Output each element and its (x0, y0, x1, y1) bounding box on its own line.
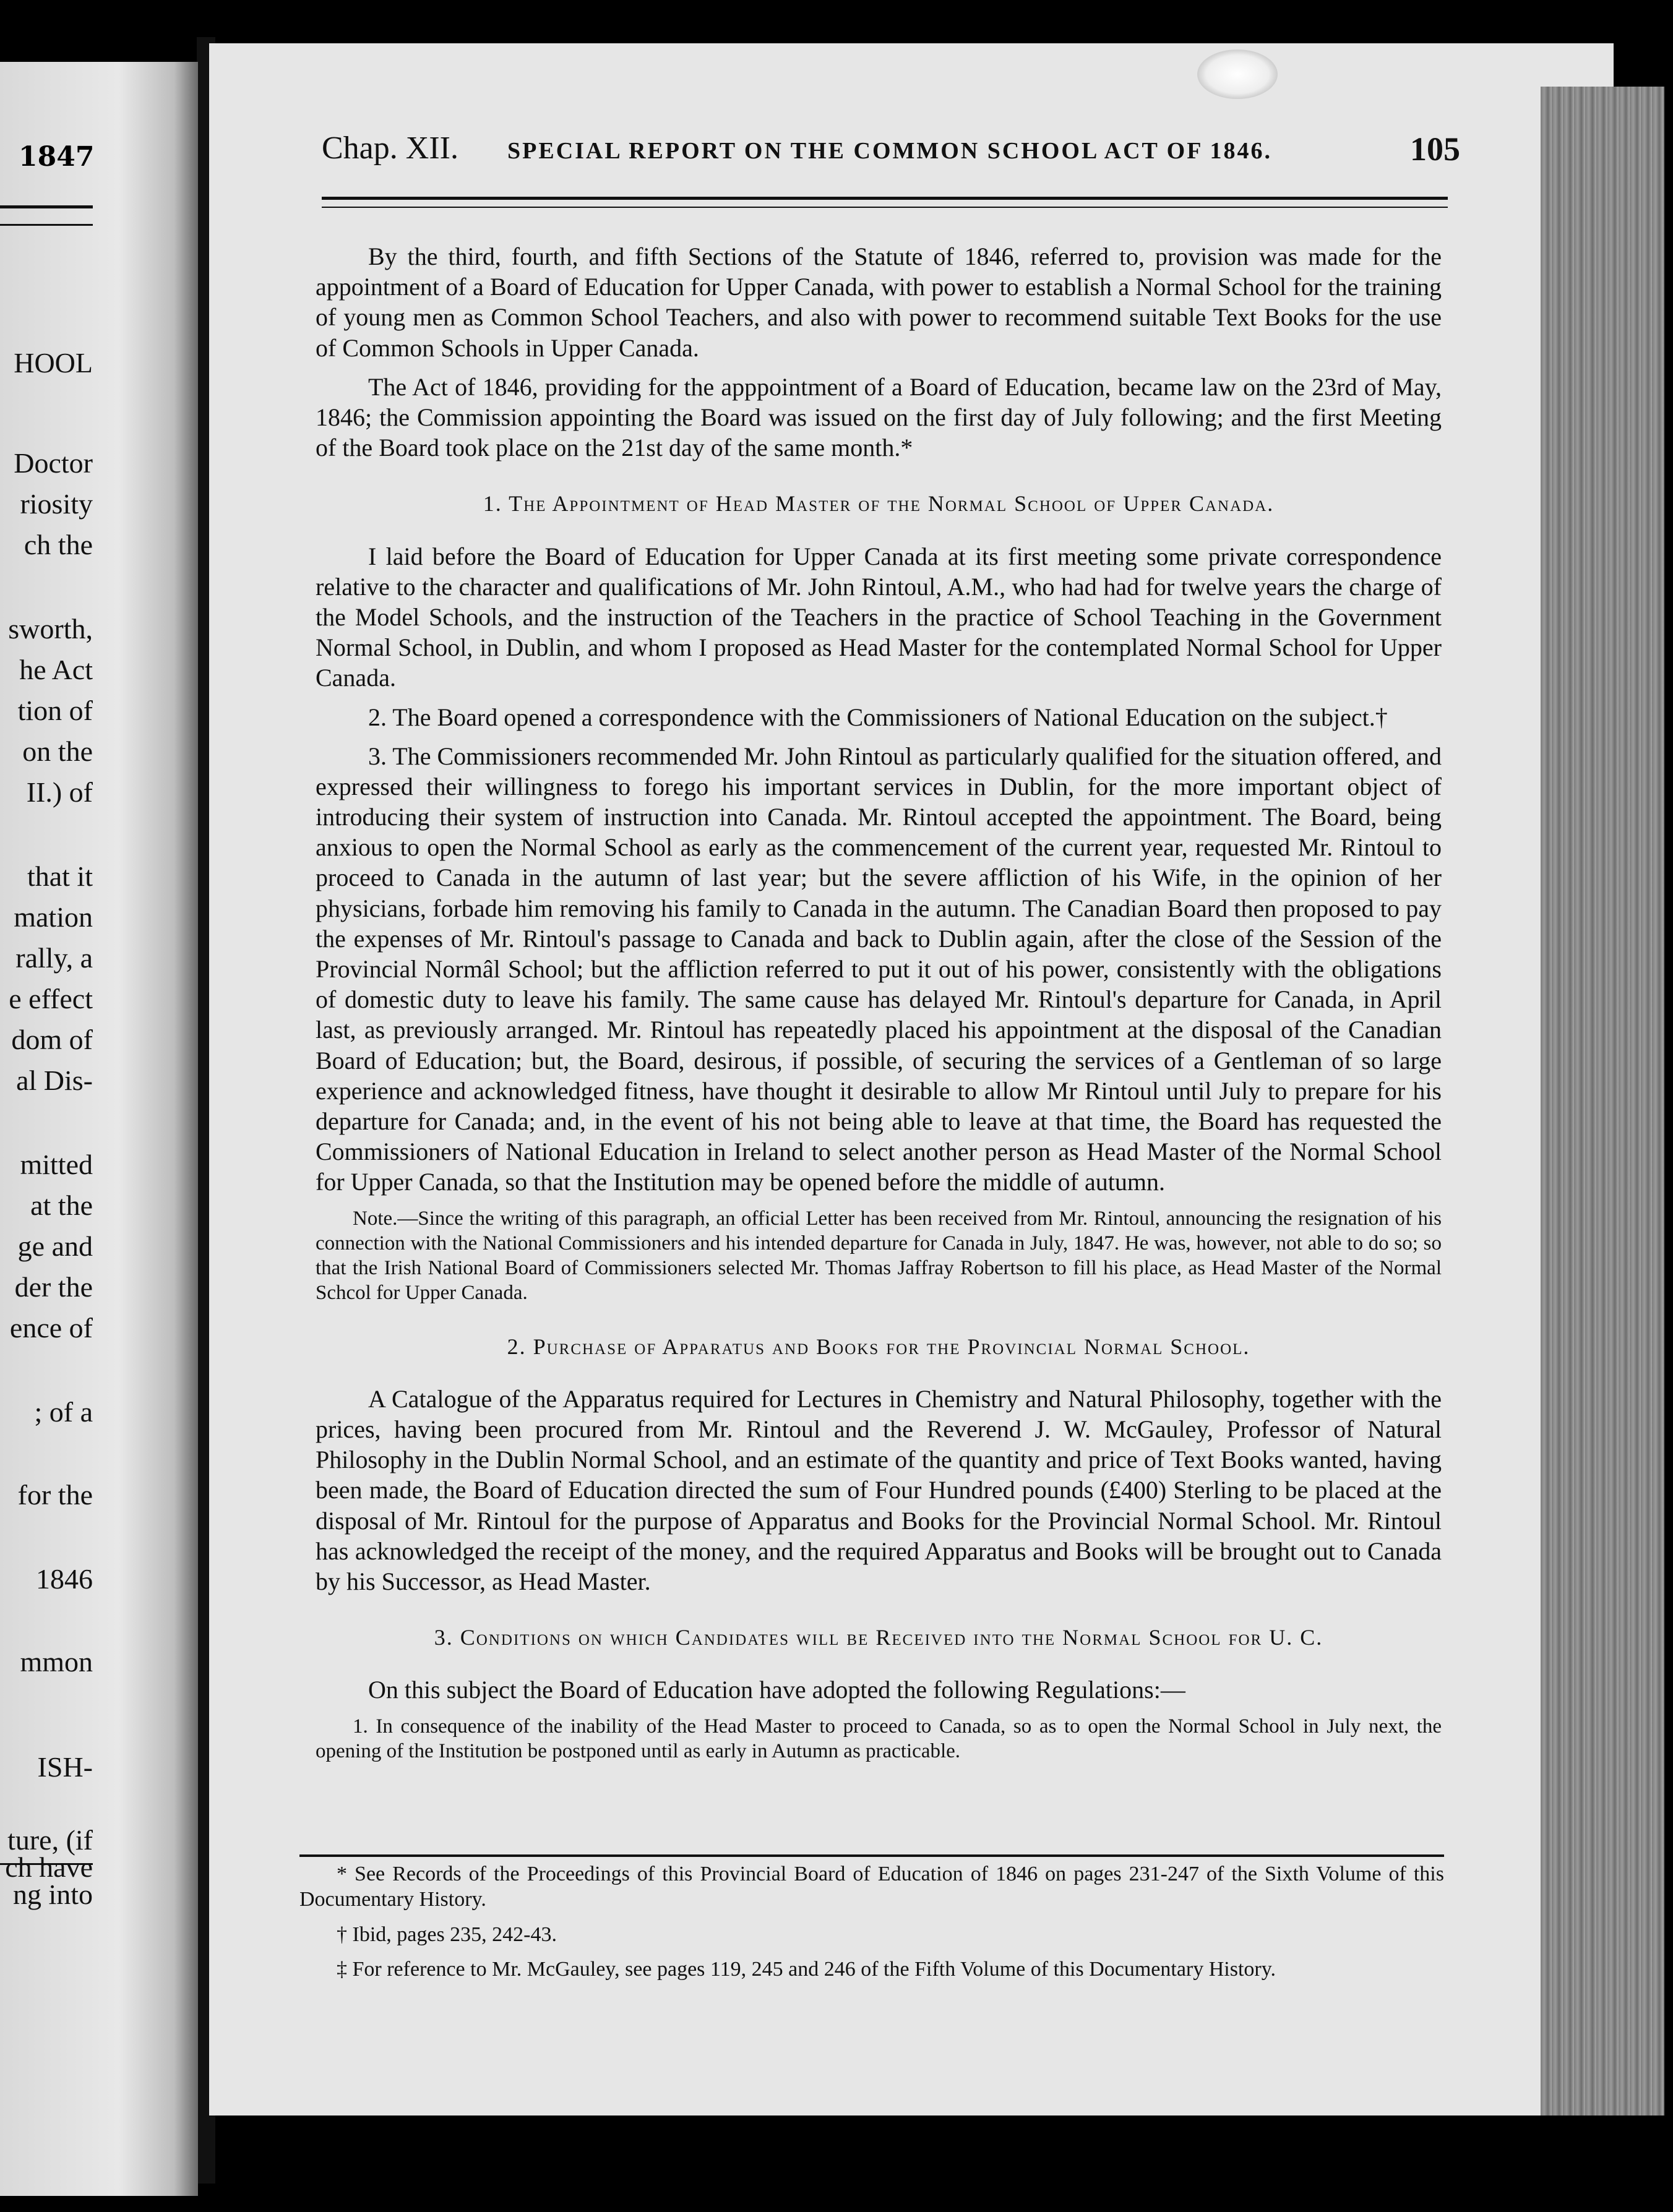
left-page-line-fragment: on the (22, 735, 93, 767)
left-page-line-fragment: rally, a (15, 942, 93, 974)
left-page-line-fragment: ng into (12, 1879, 93, 1910)
left-page-line-fragment: e effect (9, 983, 93, 1014)
left-page-line-fragment: Doctor (14, 447, 93, 479)
paragraph: 2. The Board opened a correspondence with the Commissioners of National Education on the subject.† (368, 703, 1388, 731)
left-page-line-fragment: HOOL (14, 347, 93, 379)
left-page-fragment (0, 62, 198, 2196)
left-page-line-fragment: tion of (17, 695, 93, 726)
paragraph: I laid before the Board of Education for Upper Canada at its first meeting some private correspondence relative to the character and qualifications of Mr. John Rintoul, A.M., who had had for twelve years the charge of the Model Schools, and the instruction of the Teachers in the practice of School Teaching in the Government Normal School, in Dublin, and whom I proposed as Head Master for the contemplated Normal School for Upper Canada. (316, 542, 1442, 692)
left-page-line-fragment: that it (27, 860, 93, 892)
library-stamp (1197, 49, 1278, 99)
left-page-line-fragment: ; of a (34, 1396, 93, 1428)
left-page-line-fragment: ch have (5, 1851, 93, 1883)
section-heading: 3. Conditions on which Candidates will be Received into the Normal School for U. C. (434, 1625, 1323, 1650)
footnote: ‡ For reference to Mr. McGauley, see pages 119, 245 and 246 of the Fifth Volume of this Documentary History. (337, 1958, 1276, 1981)
left-page-header: 1847 (19, 141, 95, 173)
left-page-rule (0, 205, 93, 208)
head-rule (322, 197, 1448, 200)
left-page-line-fragment: for the (17, 1479, 93, 1511)
left-page-line-fragment: mmon (20, 1646, 93, 1678)
left-page-line-fragment: 1846 (36, 1563, 93, 1595)
paragraph: On this subject the Board of Education have adopted the following Regulations:— (368, 1676, 1185, 1704)
page-body (316, 241, 1442, 1772)
left-page-line-fragment: ch the (24, 529, 93, 560)
left-page-line-fragment: der the (14, 1271, 93, 1303)
left-page-line-fragment: ence of (9, 1312, 93, 1344)
section-heading: 2. Purchase of Apparatus and Books for the Provincial Normal School. (507, 1334, 1250, 1359)
running-title: SPECIAL REPORT ON THE COMMON SCHOOL ACT OF 1846. (507, 138, 1273, 164)
page-edges (1541, 87, 1664, 2116)
left-page-line-fragment: ge and (17, 1230, 93, 1262)
regulation-item: 1. In consequence of the inability of the Head Master to proceed to Canada, so as to open the Normal School in July next, the opening of the Institution be postponed until as early in Autumn as practicable. (316, 1715, 1442, 1762)
paragraph: 3. The Commissioners recommended Mr. John Rintoul as particularly qualified for the situation offered, and expressed their willingness to forego his important services in Dublin, for the more important object of introducing their system of instruction into Canada. Mr. Rintoul accepted the appointment. The Board, being anxious to open the Normal School as early as the commencement of the current year, requested Mr. Rintoul to proceed to Canada in the autumn of last year; but the severe affliction of his Wife, in the opinion of her physicians, forbade him removing his family to Canada in the autumn. The Canadian Board then proposed to pay the expenses of Mr. Rintoul's passage to Canada and back to Dublin again, after the close of the Session of the Provincial Normâl School; but the affliction referred to put it out of his power, consistently with the obligations of domestic duty to leave his family. The same cause has delayed Mr. Rintoul's departure for Canada, in April last, as previously arranged. Mr. Rintoul has repeatedly placed his appointment at the disposal of the Canadian Board of Education; but, the Board, desirous, if possible, of securing the services of a Gentleman of so large experience and acknowledged fitness, have thought it desirable to allow Mr Rintoul until July to prepare for his departure for Canada; and, in the event of his not being able to leave at that time, the Board has requested the Commissioners of National Education in Ireland to select another person as Head Master of the Normal School for Upper Canada, so that the Institution may be opened before the middle of autumn. (316, 742, 1442, 1196)
section-heading: 1. The Appointment of Head Master of the Normal School of Upper Canada. (483, 491, 1275, 517)
left-page-rule (0, 224, 93, 226)
left-page-line-fragment: dom of (11, 1024, 93, 1055)
head-rule-thin (322, 207, 1448, 208)
page-number: 105 (1410, 131, 1460, 168)
footnotes (299, 1854, 1444, 1992)
paragraph: A Catalogue of the Apparatus required for Lectures in Chemistry and Natural Philosophy, together with the prices, having been procured from Mr. Rintoul and the Reverend J. W. McGauley, Professor of Natural Philosophy in the Dublin Normal School, and an estimate of the quantity and price of Text Books wanted, having been made, the Board of Education directed the sum of Four Hundred pounds (£400) Sterling to be placed at the disposal of Mr. Rintoul for the purpose of Apparatus and Books for the Provincial Normal School. Mr. Rintoul has acknowledged the receipt of the money, and the required Apparatus and Books will be brought out to Canada by his Successor, as Head Master. (316, 1384, 1442, 1595)
left-page-line-fragment: al Dis- (16, 1065, 93, 1096)
left-page-line-fragment: II.) of (26, 776, 93, 808)
footnote: † Ibid, pages 235, 242-43. (337, 1923, 557, 1946)
left-page-line-fragment: sworth, (8, 613, 93, 645)
note-paragraph: Note.—Since the writing of this paragraph, an official Letter has been received from Mr. Rintoul, announcing the resignation of his connection with the National Commissioners and his intended departure for Canada in July, 1847. He was, however, not able to do so; so that the Irish National Board of Commissioners selected Mr. Thomas Jaffray Robertson to fill his place, as Head Master of the Normal Schcol for Upper Canada. (316, 1207, 1442, 1305)
left-page-line-fragment: mitted (20, 1149, 93, 1180)
paragraph: The Act of 1846, providing for the apppointment of a Board of Education, became law on the 23rd of May, 1846; the Commission appointing the Board was issued on the first day of July following; and the first Meeting of the Board took place on the 21st day of the same month.* (316, 372, 1442, 462)
left-page-line-fragment: ture, (if (7, 1824, 93, 1856)
left-page-line-fragment: ISH- (37, 1751, 93, 1783)
left-page-line-fragment: mation (14, 901, 93, 933)
footnote: * See Records of the Proceedings of this Provincial Board of Education of 1846 on pages 231-247 of the Sixth Volume of this Documentary History. (299, 1863, 1444, 1911)
left-page-line-fragment: riosity (20, 488, 93, 520)
left-page-line-fragment: at the (30, 1190, 93, 1221)
footnote-rule (299, 1854, 1444, 1857)
running-head (322, 130, 1460, 179)
left-page-line-fragment: he Act (19, 654, 93, 685)
paragraph: By the third, fourth, and fifth Sections of the Statute of 1846, referred to, provision was made for the appointment of a Board of Education for Upper Canada, with power to establish a Normal School for the training of young men as Common School Teachers, and also with power to recommend suitable Text Books for the use of Common Schools in Upper Canada. (316, 242, 1442, 362)
chapter-label: Chap. XII. (322, 131, 458, 166)
